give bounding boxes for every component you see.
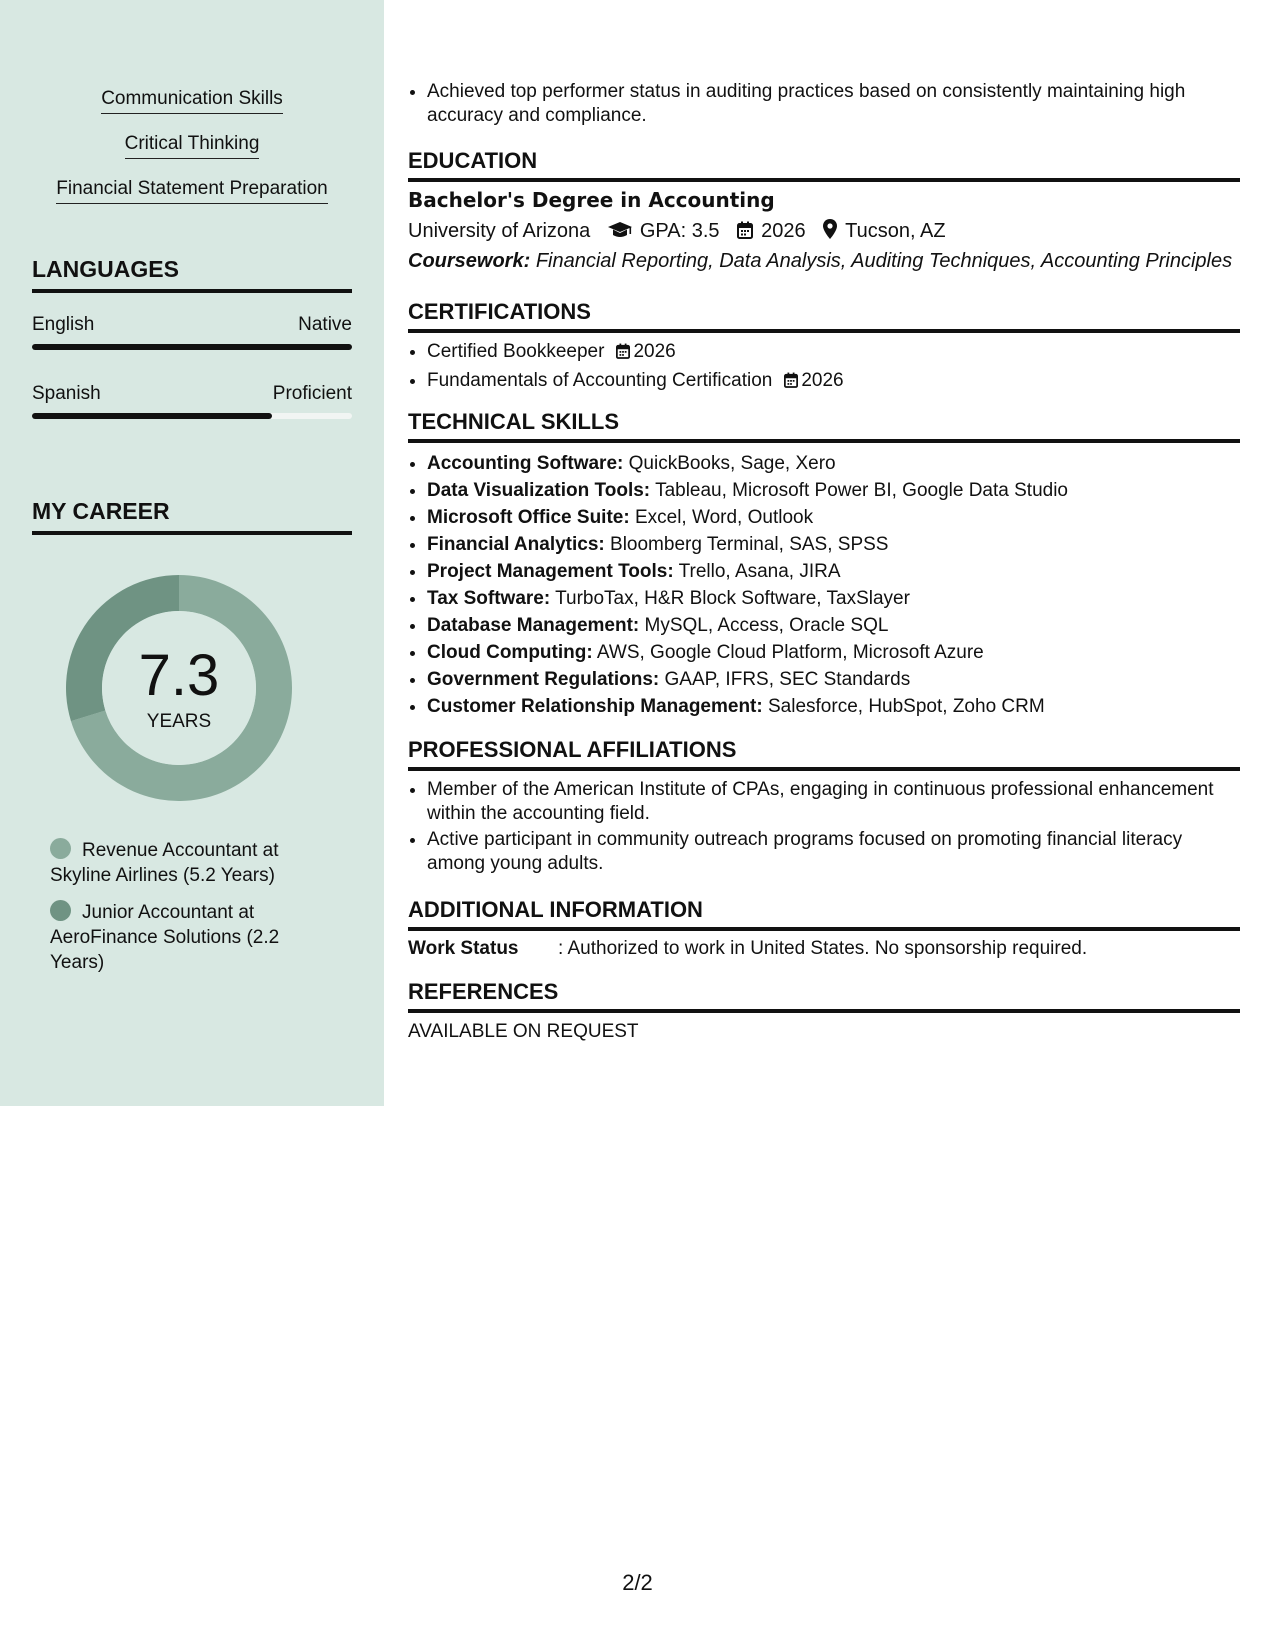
certifications-list	[408, 338, 1259, 396]
technical-skills-list	[408, 450, 1259, 720]
calendar-icon	[737, 221, 753, 245]
language-bar-fill	[32, 344, 352, 350]
list-item: • Achieved top performer status in auditing practices based on consistently maintaining high accuracy and compliance.	[427, 80, 1227, 128]
languages-heading: LANGUAGES	[32, 256, 352, 293]
graduation-year: 2026	[761, 220, 806, 242]
location-pin-icon	[823, 219, 837, 245]
list-item: • Active participant in community outreach programs focused on promoting financial literacy among young adults.	[427, 828, 1227, 876]
gpa: GPA: 3.5	[639, 220, 720, 242]
degree-title: Bachelor's Degree in Accounting	[408, 188, 775, 212]
language-bar-fill	[32, 413, 272, 419]
list-item: • Cloud Computing: AWS, Google Cloud Platform, Microsoft Azure	[427, 639, 1259, 666]
references-text: AVAILABLE ON REQUEST	[408, 1021, 639, 1042]
additional-info-heading: ADDITIONAL INFORMATION	[408, 897, 1240, 931]
list-item: • Accounting Software: QuickBooks, Sage, Xero	[427, 450, 1259, 477]
work-status-label: Work Status	[408, 938, 519, 959]
language-bar	[32, 413, 352, 419]
language-level: Proficient	[272, 383, 352, 404]
page-number: 2/2	[622, 1570, 653, 1595]
career-legend-item: Revenue Accountant at Skyline Airlines (5.2 Years)	[50, 840, 279, 886]
work-status-value: : Authorized to work in United States. No sponsorship required.	[558, 938, 1088, 959]
school-name: University of Arizona	[408, 220, 591, 242]
language-row	[32, 314, 352, 336]
list-item: • Tax Software: TurboTax, H&R Block Software, TaxSlayer	[427, 585, 1259, 612]
career-heading: MY CAREER	[32, 498, 352, 535]
skill-item: Communication Skills	[0, 88, 384, 114]
list-item: • Data Visualization Tools: Tableau, Microsoft Power BI, Google Data Studio	[427, 477, 1259, 504]
certification-item: • Certified Bookkeeper 2026	[427, 338, 1259, 367]
education-heading: EDUCATION	[408, 148, 1240, 182]
list-item: • Database Management: MySQL, Access, Oracle SQL	[427, 612, 1259, 639]
calendar-icon	[784, 369, 798, 396]
career-total-unit: YEARS	[146, 711, 212, 732]
legend-dot	[50, 838, 71, 859]
skill-item: Critical Thinking	[0, 133, 384, 159]
language-level: Native	[298, 314, 352, 335]
language-bar	[32, 344, 352, 350]
coursework	[408, 250, 1232, 273]
affiliations-list	[408, 778, 1227, 876]
education-location: Tucson, AZ	[845, 220, 946, 242]
list-item: • Microsoft Office Suite: Excel, Word, Outlook	[427, 504, 1259, 531]
experience-bullets	[408, 80, 1227, 128]
certification-item: • Fundamentals of Accounting Certification 2026	[427, 367, 1259, 396]
language-row	[32, 383, 352, 405]
work-status-row	[408, 938, 1087, 960]
list-item: • Government Regulations: GAAP, IFRS, SEC Standards	[427, 666, 1259, 693]
legend-dot	[50, 900, 71, 921]
references-heading: REFERENCES	[408, 979, 1240, 1013]
skill-item: Financial Statement Preparation	[0, 178, 384, 204]
language-name: English	[32, 314, 95, 335]
list-item: • Financial Analytics: Bloomberg Terminal, SAS, SPSS	[427, 531, 1259, 558]
career-total-value: 7.3	[138, 643, 220, 708]
graduation-cap-icon	[608, 221, 632, 245]
list-item: • Member of the American Institute of CPAs, engaging in continuous professional enhancement within the accounting field.	[427, 778, 1227, 826]
language-name: Spanish	[32, 383, 101, 404]
calendar-icon	[616, 340, 630, 367]
education-details	[408, 219, 946, 245]
coursework-list: Financial Reporting, Data Analysis, Auditing Techniques, Accounting Principles	[535, 250, 1233, 272]
list-item: • Project Management Tools: Trello, Asana, JIRA	[427, 558, 1259, 585]
career-total	[66, 575, 292, 801]
certifications-heading: CERTIFICATIONS	[408, 299, 1240, 333]
career-legend-item: Junior Accountant at AeroFinance Solutions (2.2 Years)	[50, 902, 280, 973]
coursework-label: Coursework:	[408, 250, 531, 272]
affiliations-heading: PROFESSIONAL AFFILIATIONS	[408, 737, 1240, 771]
technical-skills-heading: TECHNICAL SKILLS	[408, 409, 1240, 443]
list-item: • Customer Relationship Management: Salesforce, HubSpot, Zoho CRM	[427, 693, 1259, 720]
